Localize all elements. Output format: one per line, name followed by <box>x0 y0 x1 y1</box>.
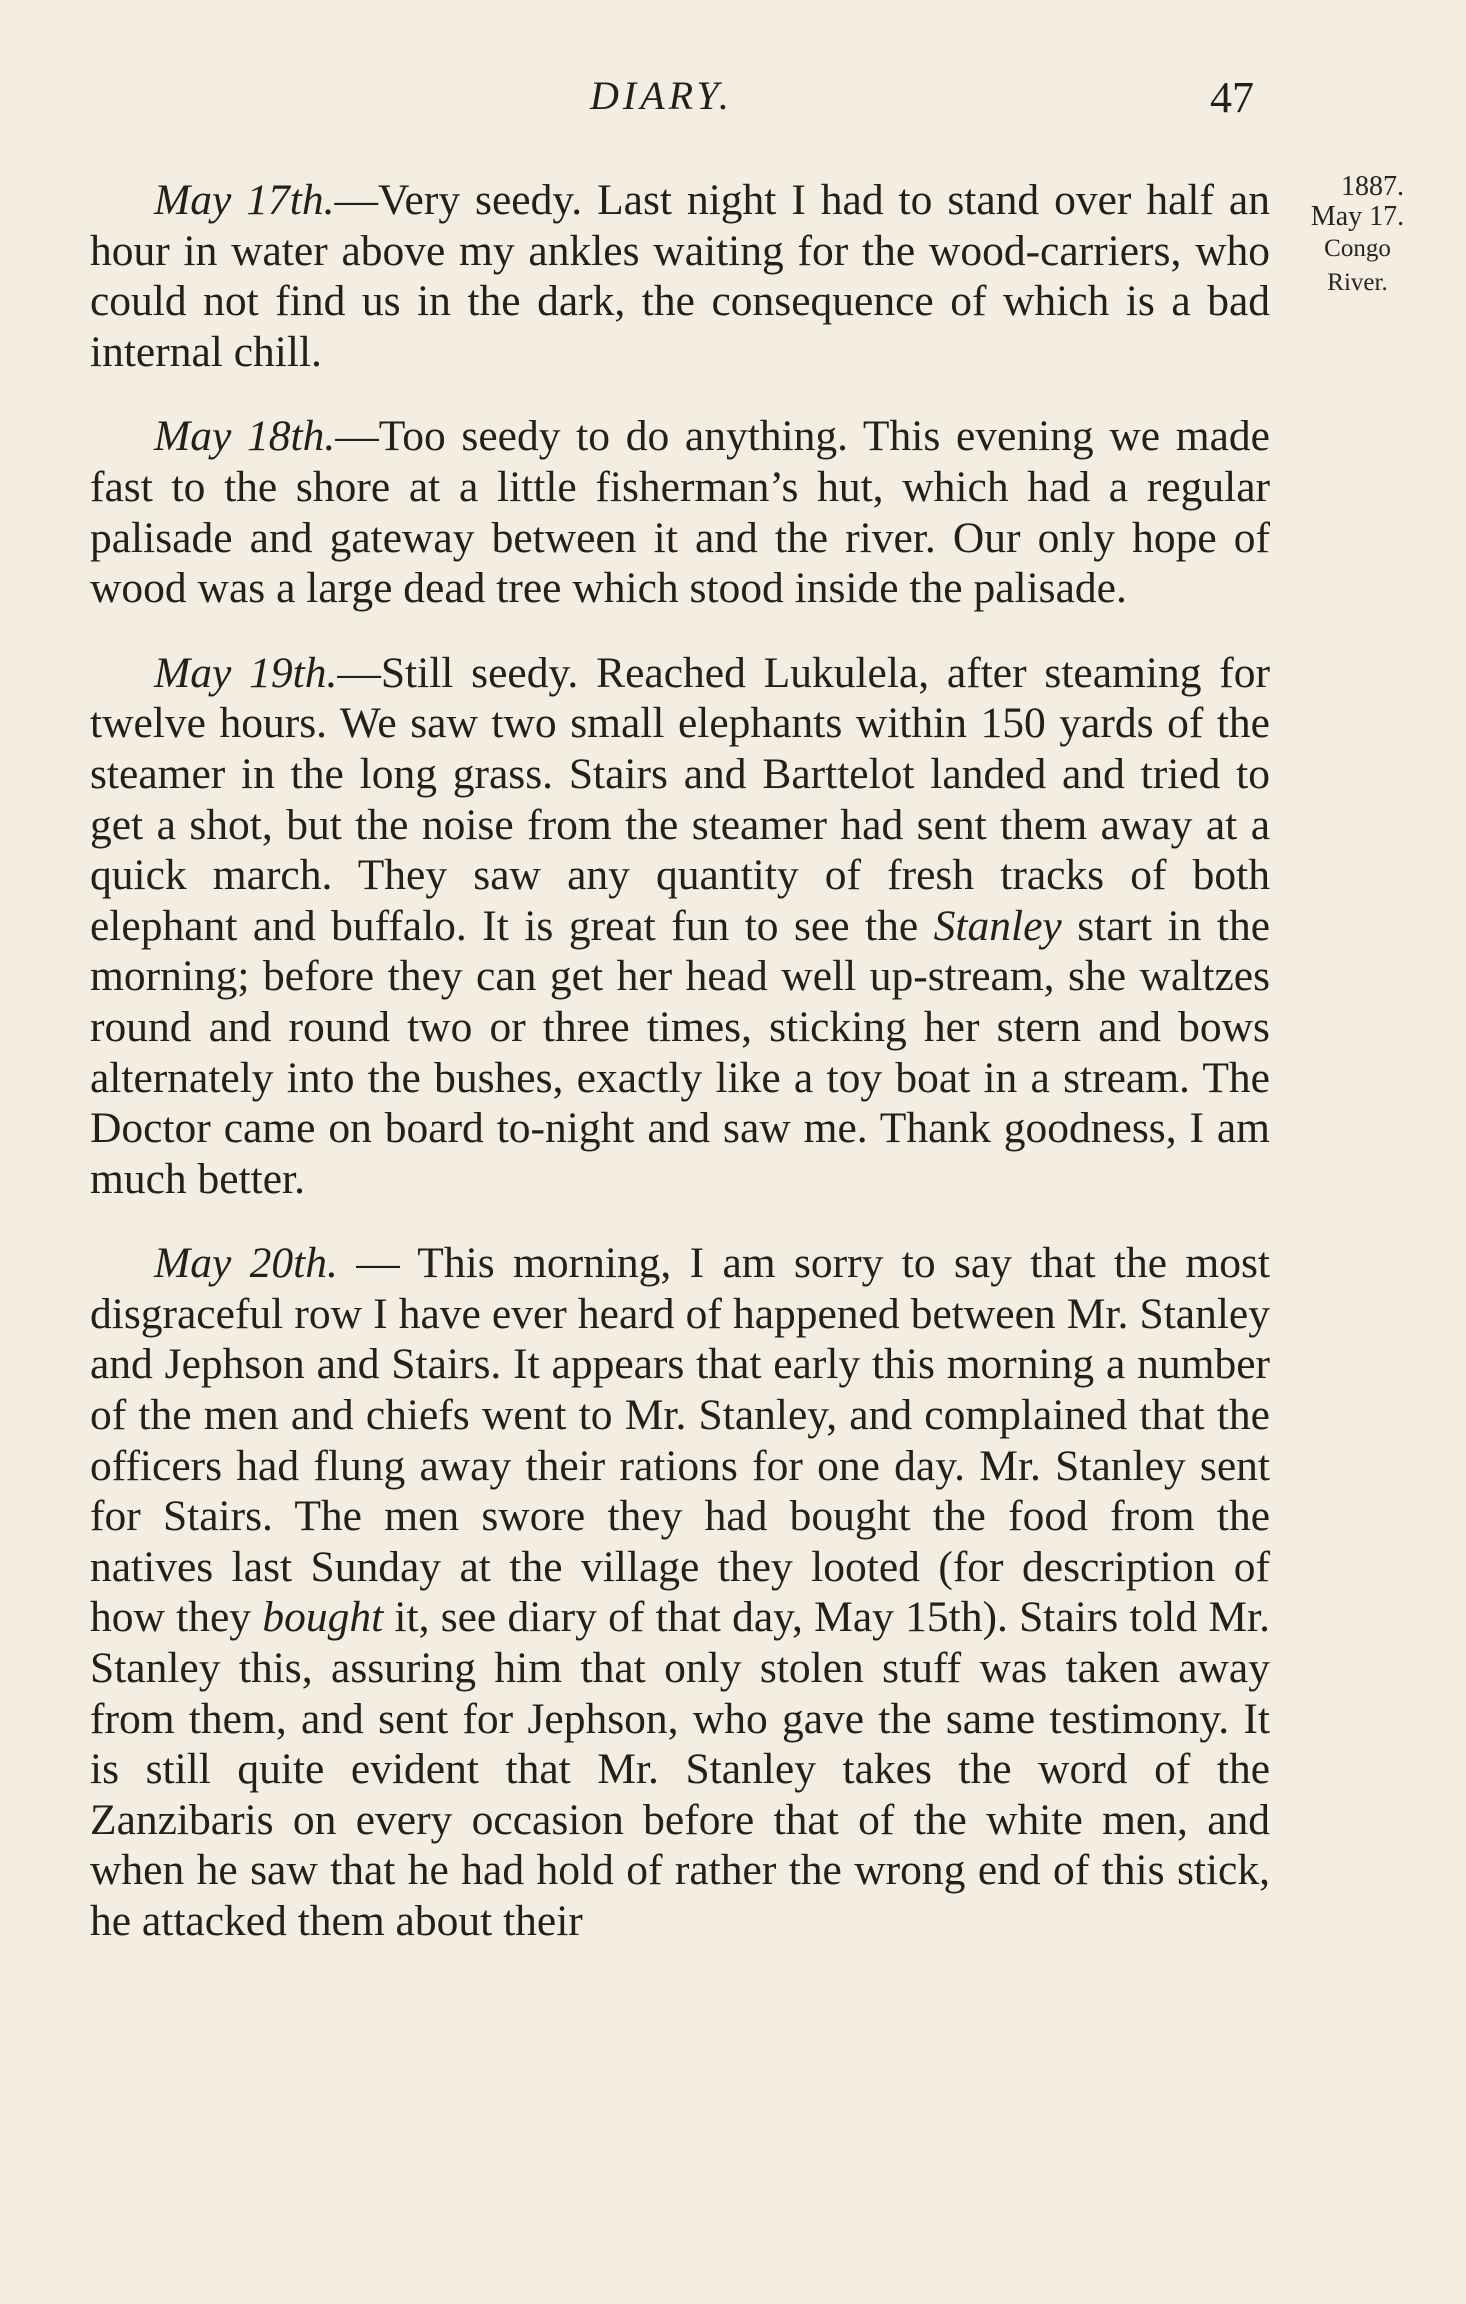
entry-date: May 19th. <box>154 648 338 697</box>
entry-date: May 17th. <box>154 176 335 224</box>
diary-entry-may-17 <box>90 175 1270 377</box>
margin-year: 1887. <box>1341 171 1404 202</box>
entry-date: May 20th. <box>154 1239 338 1288</box>
page-number: 47 <box>1210 73 1254 122</box>
diary-entry-may-18 <box>90 411 1270 613</box>
entry-text: —Still seedy. Reached Lukulela, after steaming for twelve hours. We saw two small elephants within 150 yards of the steamer in the long grass. Stairs and Barttelot landed and tried to get a shot, but the noise from the steamer had sent them away at a quick march. They saw any quantity of fresh tracks of both elephant and buffalo. It is great fun to see the <box>90 648 1270 950</box>
diary-text <box>90 175 1270 1981</box>
emphasized-word: bought <box>262 1593 384 1642</box>
margin-note <box>1290 172 1425 300</box>
margin-place-line2: River. <box>1327 269 1388 296</box>
margin-date: May 17. <box>1310 201 1405 232</box>
diary-entry-may-19 <box>90 648 1270 1205</box>
running-title: DIARY. <box>590 73 733 118</box>
ship-name: Stanley <box>933 901 1062 950</box>
entry-text-continued: start in the morning; before they can get her head well up-stream, she waltzes round and round two or three times, sticking her stern and bows alternately into the bushes, exactly like a toy boat in a stream. The Doctor came on board to-night and saw me. Thank goodness, I am much better. <box>90 901 1271 1203</box>
entry-date: May 18th. <box>154 412 336 461</box>
entry-text-continued: it, see diary of that day, May 15th). Stairs told Mr. Stanley this, assuring him that only stolen stuff was taken away from them, and sent for Jephson, who gave the same testimony. It is still quite evident that Mr. Stanley takes the word of the Zanzibaris on every occasion before that of the white men, and when he saw that he had hold of rather the wrong end of this stick, he attacked them about their <box>90 1593 1271 1945</box>
entry-text: —Very seedy. Last night I had to stand over half an hour in water above my ankles waiting for the wood-carriers, who could not find us in the dark, the consequence of which is a bad internal chill. <box>90 176 1270 376</box>
margin-place-line1: Congo <box>1324 235 1391 262</box>
diary-entry-may-20 <box>90 1238 1270 1946</box>
running-head <box>0 72 1466 128</box>
entry-text: — This morning, I am sorry to say that the most disgraceful row I have ever heard of happened between Mr. Stanley and Jephson and Stairs. It appears that early this morning a number of the men and chiefs went to Mr. Stanley, and complained that the officers had flung away their rations for one day. Mr. Stanley sent for Stairs. The men swore they had bought the food from the natives last Sunday at the village they looted (for description of how they <box>90 1239 1270 1642</box>
entry-text: —Too seedy to do anything. This evening we made fast to the shore at a little fisherman’s hut, which had a regular palisade and gateway between it and the river. Our only hope of wood was a large dead tree which stood inside the palisade. <box>90 412 1270 613</box>
